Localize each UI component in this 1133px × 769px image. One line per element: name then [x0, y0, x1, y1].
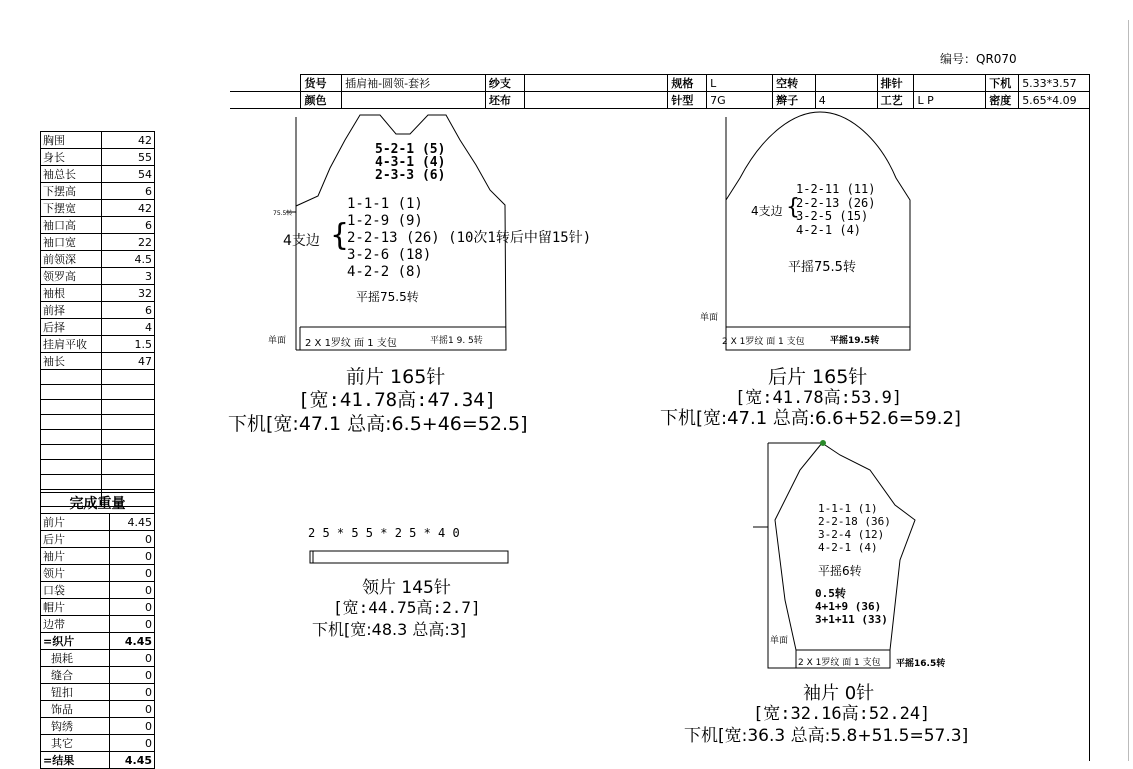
front-left-mark: 75.5转 [273, 210, 293, 217]
header-cell: L P [914, 92, 986, 109]
weight-label: 帽片 [41, 599, 110, 616]
header-cell: 5.33*3.57 [1019, 75, 1090, 92]
weight-value: 0 [110, 667, 155, 684]
weight-value: 0 [110, 548, 155, 565]
header-cell: 颜色 [301, 92, 342, 109]
weight-value: 0 [110, 531, 155, 548]
measurement-value: 4.5 [102, 251, 155, 268]
measurement-label: 袖口高 [41, 217, 102, 234]
measurement-label: 领罗高 [41, 268, 102, 285]
back-hem: 2 X 1罗纹 面 1 支包 [722, 337, 805, 347]
measurement-value: 6 [102, 183, 155, 200]
measurement-value: 3 [102, 268, 155, 285]
header-cell: 空转 [773, 75, 816, 92]
weight-value: 4.45 [110, 752, 155, 769]
sleeve-rules2: 0.5转 4+1+9 (36) 3+1+11 (33) [815, 587, 888, 626]
header-cell: 规格 [668, 75, 707, 92]
collar-title: 领片 145针 [362, 578, 451, 598]
weight-label: 饰品 [41, 701, 110, 718]
header-cell: 5.65*4.09 [1019, 92, 1090, 109]
measurement-label: 下摆宽 [41, 200, 102, 217]
sleeve-piece-outline [768, 441, 915, 669]
header-cell: 插肩袖-圆领-套衫 [342, 75, 486, 92]
measurement-label: 袖口宽 [41, 234, 102, 251]
measurement-value: 6 [102, 302, 155, 319]
front-hem-flat: 平摇1 9. 5转 [430, 336, 483, 346]
measurement-value: 54 [102, 166, 155, 183]
measurement-value: 42 [102, 132, 155, 149]
weight-value: 0 [110, 718, 155, 735]
front-single: 单面 [268, 336, 287, 346]
measurement-label: 前领深 [41, 251, 102, 268]
back-side-label: 4支边 [751, 204, 783, 218]
measurement-value: 22 [102, 234, 155, 251]
weight-value: 0 [110, 650, 155, 667]
sleeve-dims: [宽:32.16高:52.24] [753, 704, 931, 724]
measurement-value: 32 [102, 285, 155, 302]
weight-value: 0 [110, 616, 155, 633]
front-side-rules: 1-1-1 (1) 1-2-9 (9) 2-2-13 (26) (10次1转后中留15针) 3-2-6 (18) 4-2-2 (8) [347, 196, 592, 280]
weight-value: 0 [110, 599, 155, 616]
back-brace: { [786, 195, 800, 220]
weight-value: 0 [110, 735, 155, 752]
measurement-label: 挂肩平收 [41, 336, 102, 353]
weight-label: 缝合 [41, 667, 110, 684]
collar-piece-outline [310, 551, 508, 563]
measurement-label: 袖根 [41, 285, 102, 302]
weight-label: 钩绣 [41, 718, 110, 735]
measurement-label: 后择 [41, 319, 102, 336]
back-single: 单面 [700, 313, 719, 323]
weight-label: 前片 [41, 514, 110, 531]
front-hem: 2 X 1罗纹 面 1 支包 [305, 338, 397, 349]
header-cell: L [707, 75, 773, 92]
weight-label: 后片 [41, 531, 110, 548]
sleeve-flat: 平摇6转 [818, 564, 862, 578]
front-flat: 平摇75.5转 [356, 290, 419, 304]
front-machine: 下机[宽:47.1 总高:6.5+46=52.5] [228, 413, 528, 435]
weight-label: 钮扣 [41, 684, 110, 701]
serial-number: 编号：QR070 [940, 52, 1017, 66]
weight-label: 损耗 [41, 650, 110, 667]
collar-machine: 下机[宽:48.3 总高:3] [312, 620, 467, 639]
measurement-label: 袖总长 [41, 166, 102, 183]
weight-label: 袖片 [41, 548, 110, 565]
header-cell: 排针 [877, 75, 914, 92]
measurement-value: 6 [102, 217, 155, 234]
weight-label: 领片 [41, 565, 110, 582]
header-cell: 辫子 [773, 92, 816, 109]
front-brace: { [330, 218, 350, 253]
measurement-value: 1.5 [102, 336, 155, 353]
weight-label: 口袋 [41, 582, 110, 599]
weight-label: 其它 [41, 735, 110, 752]
measurement-label: 袖长 [41, 353, 102, 370]
weight-value: 0 [110, 701, 155, 718]
header-cell: 坯布 [485, 92, 524, 109]
header-cell: 密度 [986, 92, 1019, 109]
weight-value: 4.45 [110, 633, 155, 650]
header-cell: 下机 [986, 75, 1019, 92]
header-cell: 纱支 [485, 75, 524, 92]
back-flat: 平摇75.5转 [788, 260, 856, 275]
measurement-value: 55 [102, 149, 155, 166]
back-dims: [宽:41.78高:53.9] [735, 388, 903, 408]
measurement-value: 42 [102, 200, 155, 217]
back-machine: 下机[宽:47.1 总高:6.6+52.6=59.2] [660, 408, 961, 429]
back-side-rules: 1-2-11 (11) 2-2-13 (26) 3-2-5 (15) 4-2-1 (4) [796, 182, 876, 237]
sleeve-machine: 下机[宽:36.3 总高:5.8+51.5=57.3] [684, 726, 969, 746]
front-neck-rules: 5-2-1 (5) 4-3-1 (4) 2-3-3 (6) [375, 142, 446, 183]
header-cell: 工艺 [877, 92, 914, 109]
collar-rule: 2 5 * 5 5 * 2 5 * 4 0 [308, 526, 460, 540]
weight-value: 4.45 [110, 514, 155, 531]
sleeve-hem-flat: 平摇16.5转 [896, 659, 946, 669]
measurement-label: 胸围 [41, 132, 102, 149]
weight-value: 0 [110, 684, 155, 701]
sleeve-rules: 1-1-1 (1) 2-2-18 (36) 3-2-4 (12) 4-2-1 (4) [818, 502, 891, 554]
front-title: 前片 165针 [346, 366, 446, 388]
measurement-label: 身长 [41, 149, 102, 166]
weight-title: 完成重量 [41, 493, 155, 514]
measurement-value: 47 [102, 353, 155, 370]
measurement-label: 前择 [41, 302, 102, 319]
header-cell: 7G [707, 92, 773, 109]
front-dims: [宽:41.78高:47.34] [298, 389, 497, 411]
header-cell: 货号 [301, 75, 342, 92]
weight-label: =结果 [41, 752, 110, 769]
weight-value: 0 [110, 565, 155, 582]
measurement-value: 4 [102, 319, 155, 336]
sleeve-hem: 2 X 1罗纹 面 1 支包 [798, 658, 881, 668]
back-hem-flat: 平摇19.5转 [830, 336, 880, 346]
header-cell: 针型 [668, 92, 707, 109]
weight-value: 0 [110, 582, 155, 599]
weight-label: 边带 [41, 616, 110, 633]
measurement-label: 下摆高 [41, 183, 102, 200]
sleeve-single: 单面 [770, 636, 789, 646]
back-title: 后片 165针 [768, 366, 868, 388]
weight-label: =织片 [41, 633, 110, 650]
sleeve-title: 袖片 0针 [803, 683, 875, 704]
front-side-label: 4支边 [283, 233, 320, 249]
collar-dims: [宽:44.75高:2.7] [333, 598, 481, 617]
header-cell: 4 [815, 92, 877, 109]
